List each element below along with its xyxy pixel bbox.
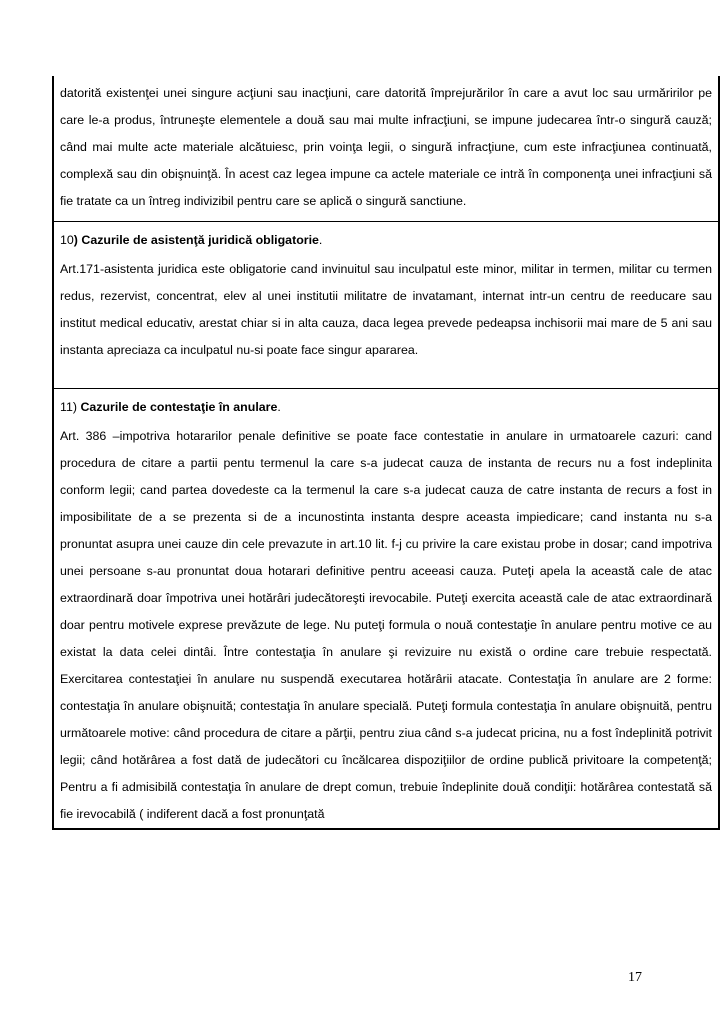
section-title: Cazurile de contestaţie în anulare <box>80 400 278 414</box>
section-heading <box>60 227 712 254</box>
page-number: 17 <box>628 970 642 985</box>
section-title-suffix: . <box>318 233 323 247</box>
section-number: 11) <box>60 400 81 414</box>
section-11 <box>54 389 718 830</box>
section-title: ) Cazurile de asistenţă juridică obligatorie <box>73 233 319 247</box>
section-body: Art. 386 –impotriva hotararilor penale definitive se poate face contestatie in anulare in urmatoarele cazuri: cand procedura de citare a partii pentu termenul la care s-a judecat cauza de instanta de recurs nu a fost indeplinita conform legii; cand partea dovedeste ca la termenul la care s-a judecat cauza de catre instanta de recurs a fost in imposibilitate de a se prezenta si de a incunostinta instanta despre aceasta impiedicare; cand instanta nu s-a pronuntat asupra unei cauze din cele prevazute in art.10 lit. f-j cu privire la care existau probe in dosar; cand impotriva unei persoane s-au pronuntat doua hotarari definitive pentru aceeasi cauza. Puteţi apela la această cale de atac extraordinară doar împotriva unei hotărâri judecătoreşti irevocabile. Puteţi exercita această cale de atac extraordinară doar pentru motivele exprese prevăzute de lege. Nu puteţi formula o nouă contestaţie în anulare pentru motive ce au existat la data celei dintâi. Între contestaţia în anulare şi revizuire nu există o ordine care trebuie respectată. Exercitarea contestaţiei în anulare nu suspendă executarea hotărârii atacate. Contestaţia în anulare are 2 forme: contestaţia în anulare obişnuită; contestaţia în anulare specială. Puteţi formula contestaţia în anulare obişnuită, pentru următoarele motive: când procedura de citare a părţii, pentru ziua când s-a judecat pricina, nu a fost îndeplinită potrivit legii; când hotărârea a fost dată de judecători cu încălcarea dispoziţiilor de ordine publică privitoare la competenţă; Pentru a fi admisibilă contestaţia în anulare de drept comun, trebuie îndeplinite două condiţii: hotărârea contestată să fie irevocabilă ( indiferent dacă a fost pronunţată <box>60 429 712 821</box>
section-title-suffix: . <box>277 400 281 414</box>
section-continuation <box>54 76 718 222</box>
section-heading <box>60 394 712 421</box>
section-body: datorită existenţei unei singure acţiuni sau inacţiuni, care datorită împrejurărilor în care a avut loc sau urmăririlor pe care le-a produs, întruneşte elementele a două sau mai multe infracţiuni, se impune judecarea într-o singură cauză; când mai multe acte materiale alcătuiesc, prin voinţa legii, o singură infracţiune, cum este infracţiunea continuată, complexă sau din obişnuinţă. În acest caz legea impune ca actele materiale ce intră în componenţa unei infracţiuni să fie tratate ca un întreg indivizibil pentru care se aplică o singură sanctiune. <box>60 86 712 208</box>
content-table <box>52 76 720 830</box>
section-10 <box>54 222 718 389</box>
section-number: 10 <box>60 233 74 247</box>
section-body: Art.171-asistenta juridica este obligatorie cand invinuitul sau inculpatul este minor, militar in termen, militar cu termen redus, rezervist, concentrat, elev al unei institutii militatre de invatamant, internat intr-un centru de reeducare sau institut medical educativ, arestat chiar si in alta cauza, daca legea prevede pedeapsa inchisorii mai mare de 5 ani sau instanta apreciaza ca inculpatul nu-si poate face singur apararea. <box>60 262 712 357</box>
